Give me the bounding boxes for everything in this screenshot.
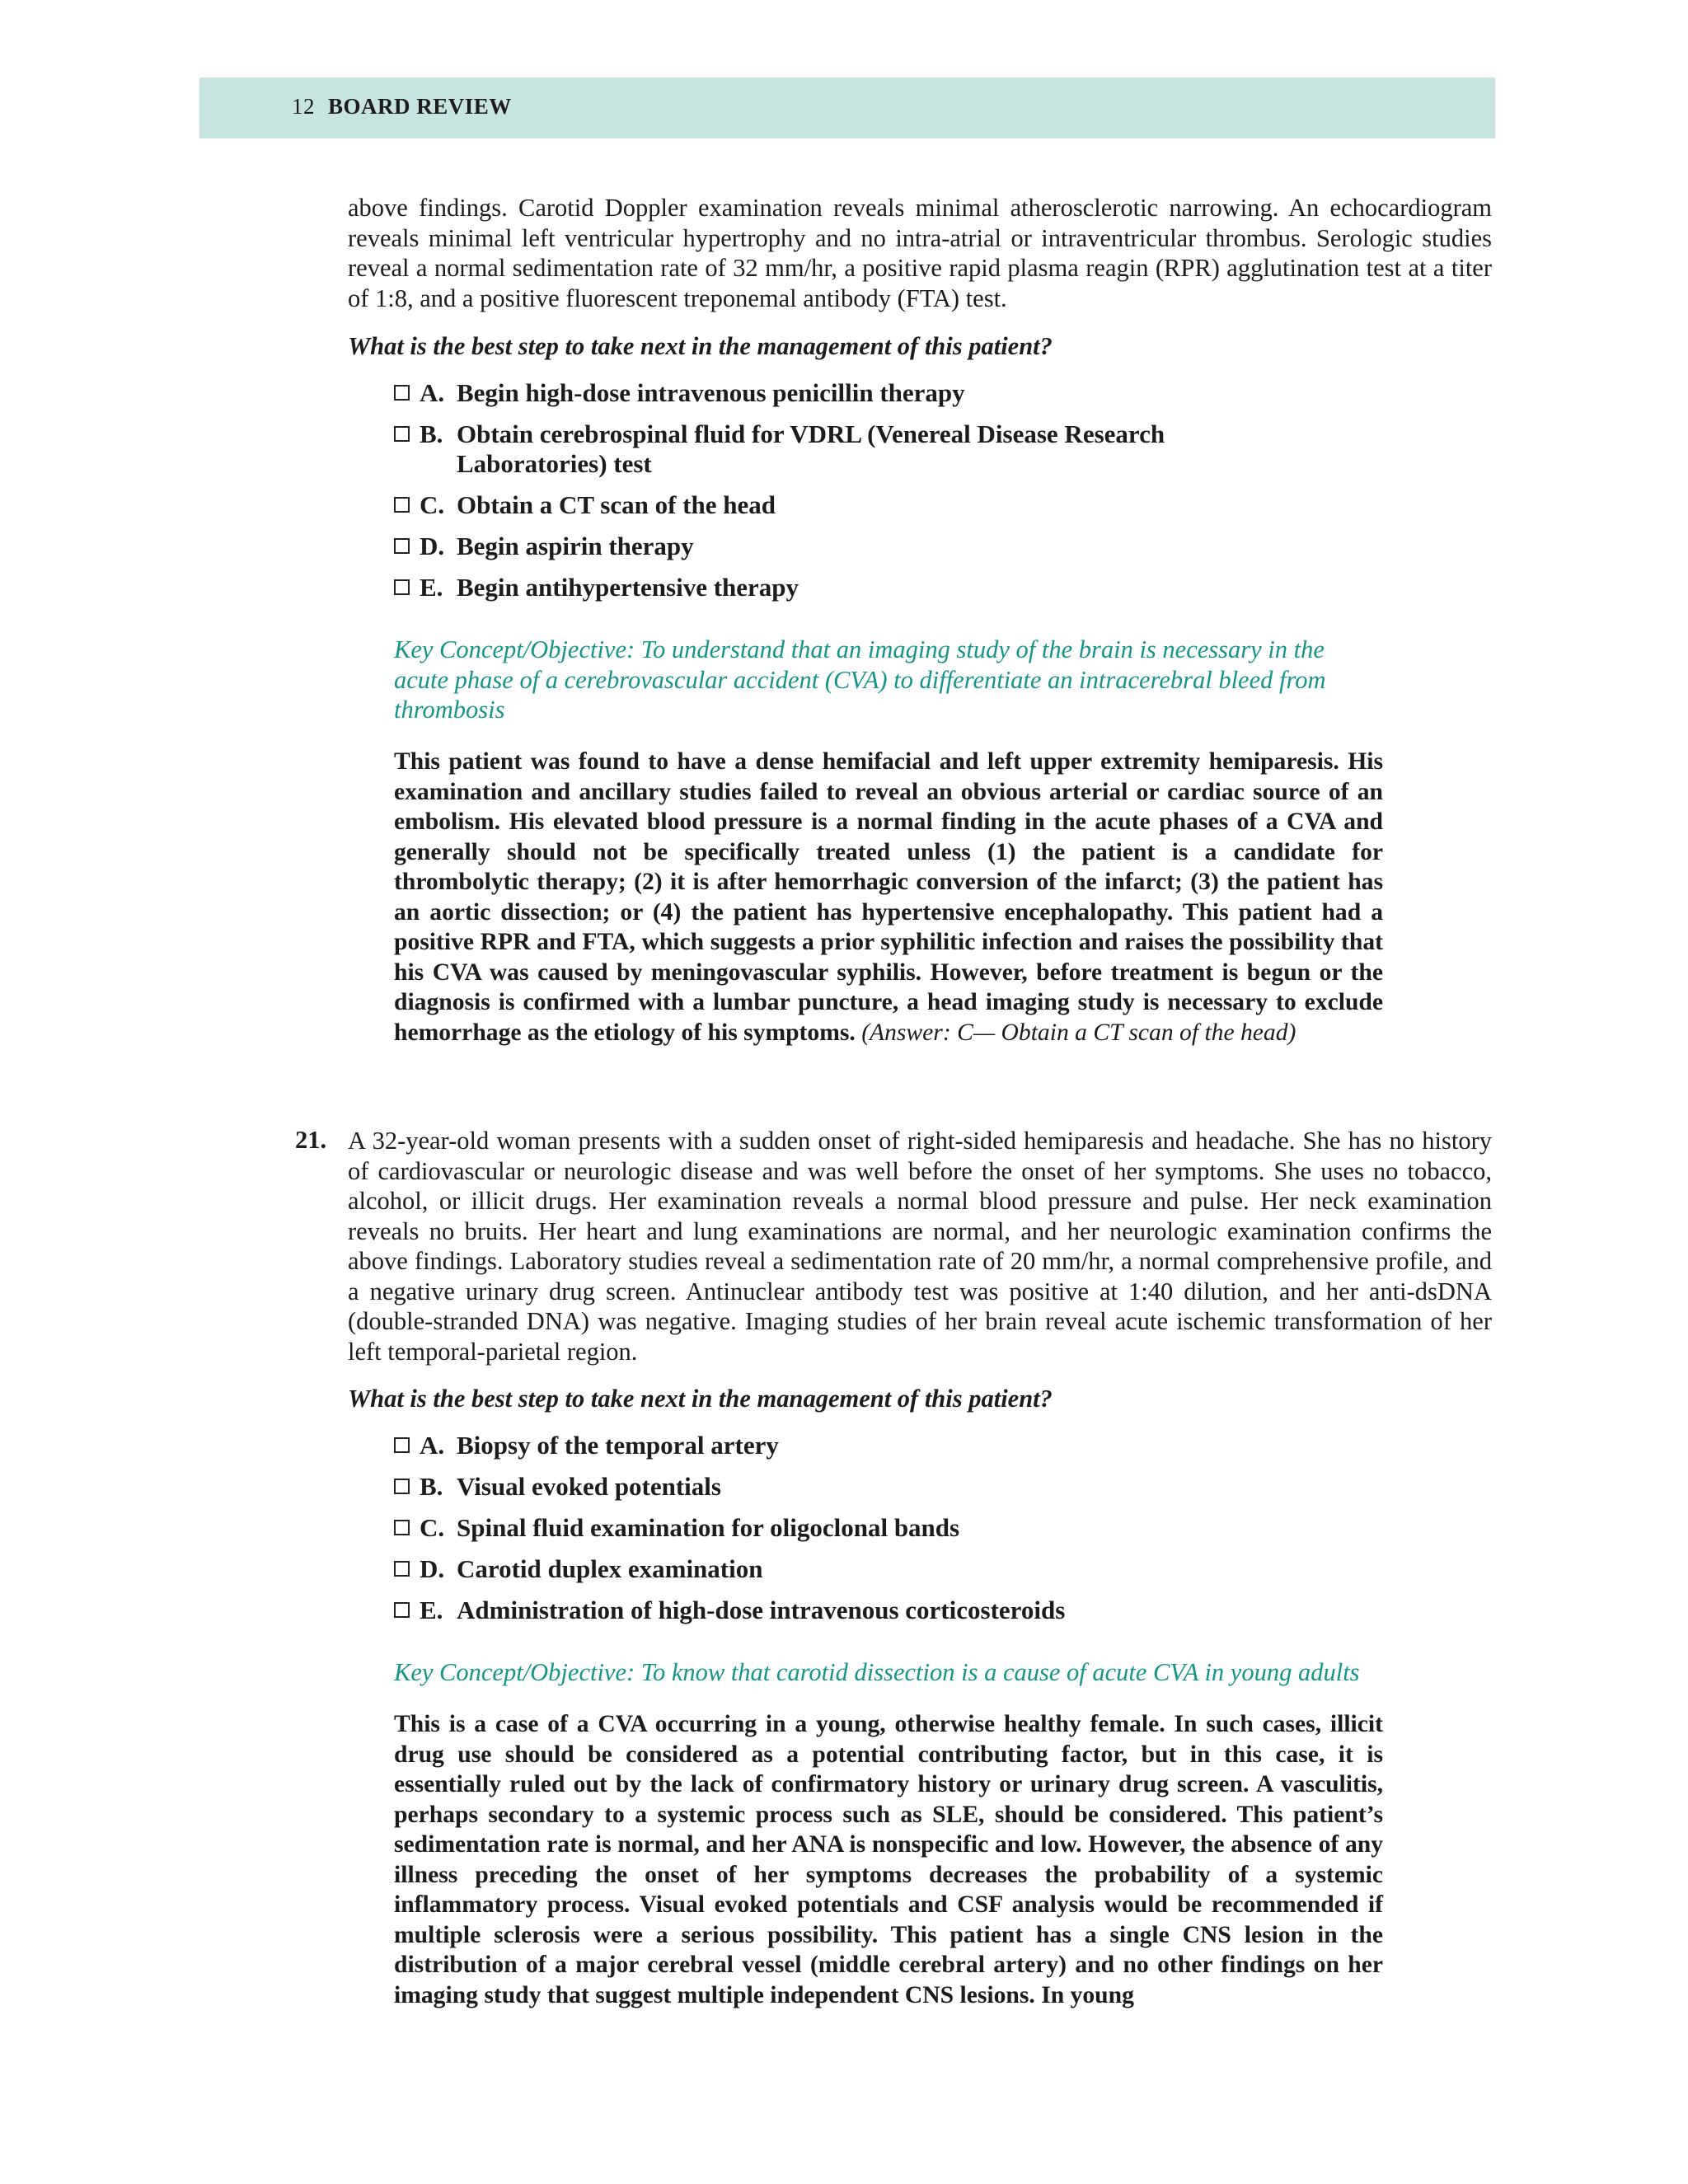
option-text: Visual evoked potentials: [457, 1472, 721, 1501]
checkbox-icon[interactable]: [394, 1520, 410, 1535]
option-text: Carotid duplex examination: [457, 1554, 763, 1583]
option-letter: C.: [420, 490, 445, 519]
option-text: Obtain cerebrospinal fluid for VDRL (Venereal Disease Research Laboratories) test: [457, 419, 1165, 478]
option-text: Biopsy of the temporal artery: [457, 1431, 779, 1460]
option-text: Begin antihypertensive therapy: [457, 573, 799, 602]
q21-explanation: This is a case of a CVA occurring in a young, otherwise healthy female. In such cases, illicit drug use should be considered as a potential contributing factor, but in this case, it is essentially ruled out by the lack of confirmatory history or urinary drug screen. A vasculitis, perhaps secondary to a systemic process such as SLE, should be considered. This patient’s sedimentation rate is normal, and her ANA is nonspecific and low. However, the absence of any illness preceding the onset of her symptoms decreases the probability of a systemic inflammatory process. Visual evoked potentials and CSF analysis would be recommended if multiple sclerosis were a serious possibility. This patient has a single CNS lesion in the distribution of a major cerebral vessel (middle cerebral artery) and no other findings on her imaging study that suggest multiple independent CNS lesions. In young: [394, 1711, 1383, 2008]
header-text: [292, 94, 512, 120]
q21-number: 21.: [295, 1126, 327, 1154]
q20-explanation: [394, 747, 1383, 1047]
option-letter: A.: [420, 1431, 445, 1460]
q21-option-b[interactable]: [394, 1472, 721, 1502]
running-title: BOARD REVIEW: [328, 94, 512, 119]
option-letter: B.: [420, 419, 443, 448]
q20-option-c[interactable]: [394, 490, 776, 520]
checkbox-icon[interactable]: [394, 1437, 410, 1453]
checkbox-icon[interactable]: [394, 1602, 410, 1618]
q20-continuation-text: above findings. Carotid Doppler examination reveals minimal atherosclerotic narrowing. An echocardiogram reveals minimal left ventricular hypertrophy and no intra-atrial or intraventricular thrombus. Serologic studies reveal a normal sedimentation rate of 32 mm/hr, a positive rapid plasma reagin (RPR) agglutination test at a titer of 1:8, and a positive fluorescent treponemal antibody (FTA) test.: [348, 194, 1492, 312]
checkbox-icon[interactable]: [394, 497, 410, 513]
q20-option-a[interactable]: [394, 378, 965, 408]
option-text: Administration of high-dose intravenous corticosteroids: [457, 1596, 1066, 1624]
q20-option-b[interactable]: [394, 419, 1264, 479]
checkbox-icon[interactable]: [394, 538, 410, 554]
checkbox-icon[interactable]: [394, 385, 410, 401]
option-text: Begin high-dose intravenous penicillin therapy: [457, 378, 965, 407]
option-letter: A.: [420, 378, 445, 407]
checkbox-icon[interactable]: [394, 1479, 410, 1494]
option-text: Spinal fluid examination for oligoclonal bands: [457, 1513, 960, 1542]
option-letter: E.: [420, 573, 443, 602]
q20-option-d[interactable]: [394, 532, 694, 561]
option-text: Obtain a CT scan of the head: [457, 490, 776, 519]
q21-option-a[interactable]: [394, 1431, 779, 1460]
option-letter: D.: [420, 1554, 445, 1583]
q21-prompt: What is the best step to take next in the management of this patient?: [348, 1385, 1053, 1413]
page-header: [199, 77, 1495, 138]
checkbox-icon[interactable]: [394, 426, 410, 442]
q21-option-d[interactable]: [394, 1554, 762, 1584]
checkbox-icon[interactable]: [394, 579, 410, 595]
q20-answer: (Answer: C— Obtain a CT scan of the head): [861, 1019, 1296, 1046]
checkbox-icon[interactable]: [394, 1561, 410, 1577]
q20-key-concept: Key Concept/Objective: To understand that an imaging study of the brain is necessary in the acute phase of a cerebrovascular accident (CVA) to differentiate an intracerebral bleed from thrombosis: [394, 635, 1326, 724]
option-letter: C.: [420, 1513, 445, 1542]
q21-option-c[interactable]: [394, 1513, 959, 1543]
q20-option-e[interactable]: [394, 573, 799, 602]
q20-prompt: What is the best step to take next in the management of this patient?: [348, 332, 1053, 360]
q21-stem: A 32-year-old woman presents with a sudden onset of right-sided hemiparesis and headache. She has no history of cardiovascular or neurologic disease and was well before the onset of her symptoms. She uses no tobacco, alcohol, or illicit drugs. Her examination reveals a normal blood pressure and pulse. Her neck examination reveals no bruits. Her heart and lung examinations are normal, and her neurologic examination confirms the above findings. Laboratory studies reveal a sedimentation rate of 20 mm/hr, a normal comprehensive profile, and a negative urinary drug screen. Antinuclear antibody test was positive at 1:40 dilution, and her anti-dsDNA (double-stranded DNA) was negative. Imaging studies of her brain reveal acute ischemic transformation of her left temporal-parietal region.: [348, 1127, 1492, 1366]
q21-option-e[interactable]: [394, 1596, 1065, 1625]
page-number: 12: [292, 94, 315, 119]
option-letter: D.: [420, 532, 445, 560]
option-letter: E.: [420, 1596, 443, 1624]
q20-explanation-text: This patient was found to have a dense hemifacial and left upper extremity hemiparesis. His examination and ancillary studies failed to reveal an obvious arterial or cardiac source of an embolism. His elevated blood pressure is a normal finding in the acute phases of a CVA and generally should not be specifically treated unless (1) the patient is a candidate for thrombolytic therapy; (2) it is after hemorrhagic conversion of the infarct; (3) the patient has an aortic dissection; or (4) the patient has hypertensive encephalopathy. This patient had a positive RPR and FTA, which suggests a prior syphilitic infection and raises the possibility that his CVA was caused by meningovascular syphilis. However, before treatment is begun or the diagnosis is confirmed with a lumbar puncture, a head imaging study is necessary to exclude hemorrhage as the etiology of his symptoms.: [394, 748, 1383, 1046]
q21-key-concept: Key Concept/Objective: To know that carotid dissection is a cause of acute CVA in young adults: [394, 1658, 1360, 1686]
option-letter: B.: [420, 1472, 443, 1501]
option-text: Begin aspirin therapy: [457, 532, 694, 560]
